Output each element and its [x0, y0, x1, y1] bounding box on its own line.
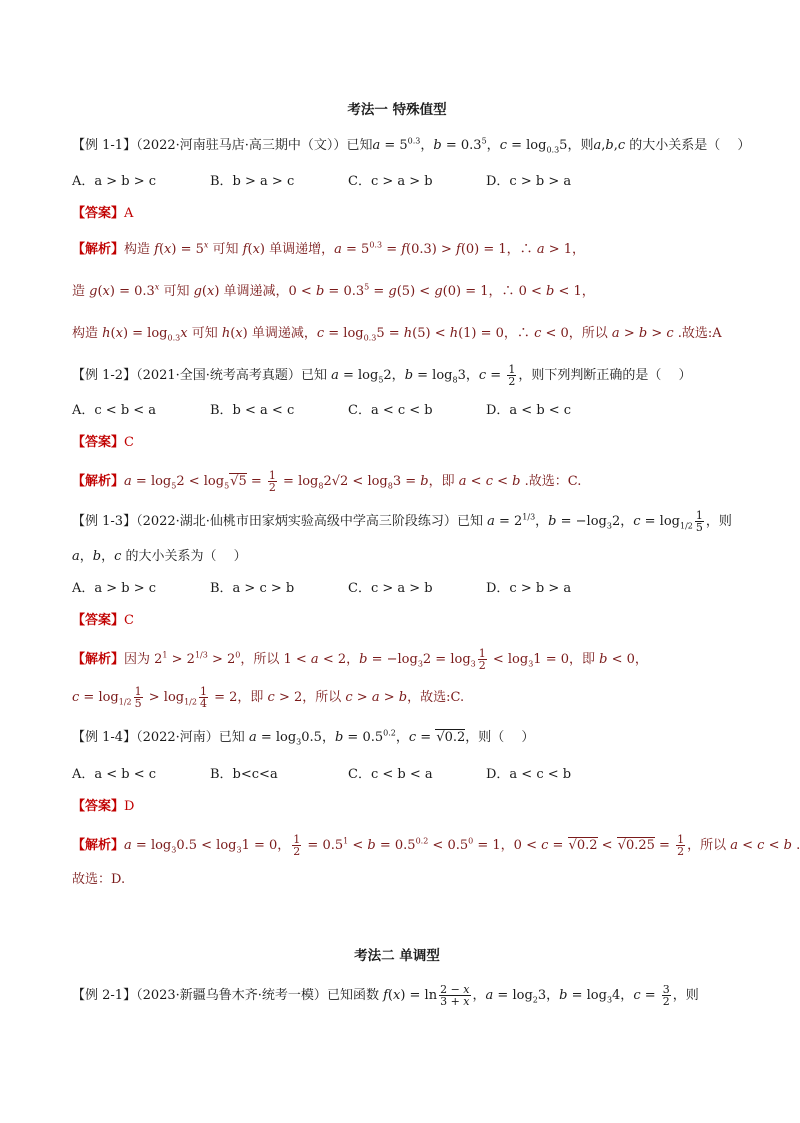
question-1-3-line-2: a，b，c 的大小关系为（ ） — [72, 549, 247, 564]
answer-value: D — [124, 799, 135, 814]
option-c: C．c > a > b — [348, 174, 433, 189]
example-tag: 【例 1-2】 — [72, 368, 137, 383]
option-b: B．b < a < c — [210, 403, 295, 418]
answer-1-2 — [72, 433, 722, 453]
option-d: D．c > b > a — [486, 581, 572, 596]
example-source: （2021·全国·统考高考真题） — [136, 368, 301, 383]
example-tag: 【例 1-3】 — [72, 514, 137, 529]
option-a: A．a < b < c — [72, 767, 157, 782]
example-source: （2022·河南驻马店·高三期中（文）） — [136, 138, 347, 153]
option-b: B．b<c<a — [210, 767, 278, 782]
answer-tag: 【答案】 — [72, 613, 125, 628]
example-tag: 【例 2-1】 — [72, 988, 137, 1003]
example-source: （2023·新疆乌鲁木齐·统考一模） — [136, 988, 327, 1003]
example-tag: 【例 1-4】 — [72, 730, 137, 745]
question-1-1: 【例 1-1】（2022·河南驻马店·高三期中（文））已知$a = 5^{0.3}$，$b = 0.3^5$，$c = \log_{0.3}5$，则a,b,c 的大小关系是（ ） — [72, 136, 751, 155]
solution-tag: 【解析】 — [72, 838, 125, 853]
option-c: C．a < c < b — [348, 403, 433, 418]
options-1-2 — [72, 401, 722, 421]
option-a: A．c < b < a — [72, 403, 157, 418]
solution-tag: 【解析】 — [72, 242, 125, 257]
question-2-1: 【例 2-1】（2023·新疆乌鲁木齐·统考一模）已知函数 f(x) = ln $\frac{2 - x}{3 + x}$ ，$a = \log_23$，$b = \log_34$，c = $\frac{3}{2}$ ，则 — [72, 983, 699, 1008]
solution-1-2: 【解析】$a = \log_52 < \log_5√5$ = $\frac{1}{2}$ = $\log_82√2 < \log_83 = b$，即 a < c < b .故选：C. — [72, 469, 582, 494]
answer-value: C — [124, 435, 134, 450]
example-tag: 【例 1-1】 — [72, 138, 137, 153]
answer-1-4 — [72, 797, 722, 817]
answer-1-3 — [72, 611, 722, 631]
option-d: D．a < b < c — [486, 403, 572, 418]
solution-1-3-line-1: 【解析】因为 $2^1 > 2^{1/3} > 2^0$，所以 1 < a < 2，$b = -\log_32 = \log_3$ $\frac{1}{2}$ < $\log_31 = 0$，即 b < 0， — [72, 647, 648, 672]
option-c: C．c > a > b — [348, 581, 433, 596]
option-d: D．a < c < b — [486, 767, 572, 782]
option-a: A．a > b > c — [72, 581, 157, 596]
section-title-2: 考法二 单调型 — [354, 948, 440, 964]
solution-tag: 【解析】 — [72, 652, 125, 667]
solution-tag: 【解析】 — [72, 474, 125, 489]
solution-1-1-line-1: 【解析】构造 $f(x) = 5^x$ 可知 f(x) 单调递增，$a = 5^{0.3} = f(0.3) > f(0) = 1$，∴ a > 1， — [72, 240, 586, 257]
answer-1-1 — [72, 204, 722, 224]
solution-1-3-line-2: $c = \log_{1/2}$ $\frac{1}{5}$ > $\log_{1/2}$ $\frac{1}{4}$ = 2，即 c > 2，所以 c > a > b，故选:C. — [72, 685, 465, 710]
answer-value: A — [124, 206, 134, 221]
example-source: （2022·湖北·仙桃市田家炳实验高级中学高三阶段练习） — [136, 514, 457, 529]
answer-tag: 【答案】 — [72, 206, 125, 221]
answer-tag: 【答案】 — [72, 799, 125, 814]
example-source: （2022·河南） — [136, 730, 219, 745]
question-1-2: 【例 1-2】（2021·全国·统考高考真题）已知 $a = \log_52$，$b = \log_83$，c = $\frac{1}{2}$ ，则下列判断正确的是（ ） — [72, 363, 692, 388]
options-1-3 — [72, 579, 722, 599]
question-1-4: 【例 1-4】（2022·河南）已知 $a = \log_30.5$，$b = 0.5^{0.2}$，c = √0.2，则（ ） — [72, 728, 535, 747]
option-b: B．a > c > b — [210, 581, 295, 596]
option-c: C．c < b < a — [348, 767, 433, 782]
options-1-1 — [72, 172, 722, 192]
solution-1-1-line-2: 造 $g(x) = 0.3^x$ 可知 g(x) 单调递减，$0 < b = 0.3^5 = g(5) < g(0) = 1$，∴ 0 < b < 1， — [72, 282, 595, 299]
solution-1-1-line-3: 构造 $h(x) = \log_{0.3}x$ 可知 h(x) 单调递减，$c = \log_{0.3}5 = h(5) < h(1) = 0$，∴ c < 0，所以 a > b > c .故选:A — [72, 326, 722, 343]
option-d: D．c > b > a — [486, 174, 572, 189]
section-title-1: 考法一 特殊值型 — [347, 102, 447, 118]
option-b: B．b > a > c — [210, 174, 295, 189]
answer-value: C — [124, 613, 134, 628]
options-1-4 — [72, 765, 722, 785]
question-1-3: 【例 1-3】（2022·湖北·仙桃市田家炳实验高级中学高三阶段练习）已知 $a = 2^{1/3}$，$b = -\log_32$，$c = \log_{1/2}$ $\frac{1}{5}$ ，则 — [72, 509, 732, 534]
option-a: A．a > b > c — [72, 174, 157, 189]
answer-tag: 【答案】 — [72, 435, 125, 450]
solution-1-4-line-1: 【解析】$a = \log_30.5 < \log_31 = 0$， $\frac{1}{2}$ = $0.5^1 < b = 0.5^{0.2} < 0.5^0 = 1$，0 < c = √0.2 < √0.25 = $\frac{1}{2}$ ，所以 a < c < b . — [72, 833, 800, 858]
solution-1-4-line-2: 故选：D. — [72, 872, 126, 887]
